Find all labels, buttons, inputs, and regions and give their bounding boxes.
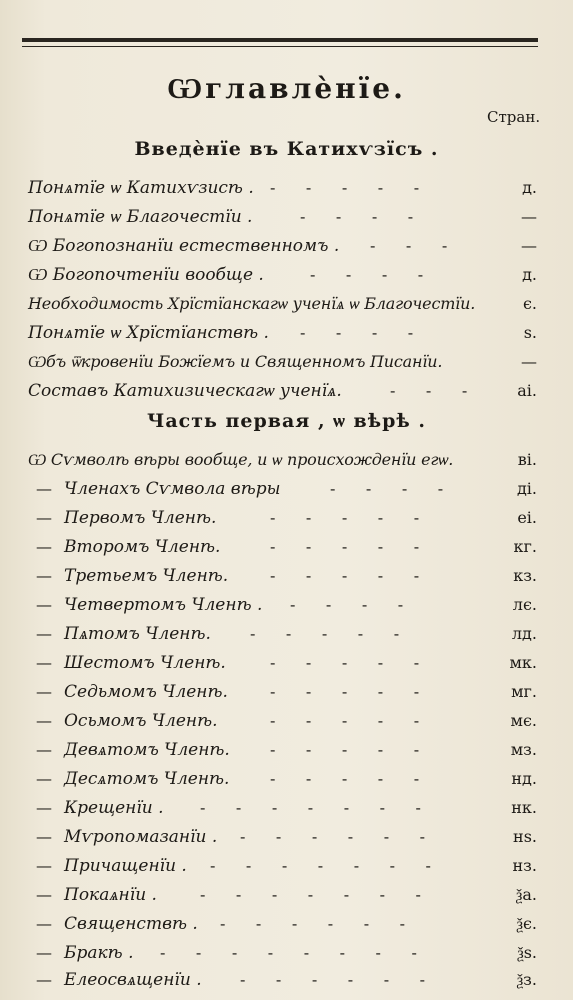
top-rule-thick — [22, 38, 538, 42]
toc-entry-label: Девѧтомъ Членѣ. — [64, 740, 230, 760]
leading-dash: — — [36, 885, 52, 904]
toc-entry-page: мє. — [510, 711, 537, 730]
toc-entry-label: Крещенїи . — [64, 798, 164, 818]
leading-dash: — — [36, 537, 52, 556]
toc-entry-page: — — [521, 207, 537, 226]
toc-entry — [0, 352, 573, 378]
toc-entry — [0, 682, 573, 708]
leader-dots: - - - - — [300, 207, 414, 226]
leader-dots: - - - - - - - — [210, 856, 431, 875]
toc-entry-label: Третьемъ Членѣ. — [64, 566, 229, 586]
toc-entry-page: нд. — [511, 769, 537, 788]
toc-entry-page: нѕ. — [513, 827, 537, 846]
leading-dash: — — [36, 508, 52, 527]
toc-entry-page: ѯѕ. — [517, 943, 537, 962]
leader-dots: - - - - — [330, 479, 444, 498]
section-heading-part1: Часть первая , ѡ вѣрѣ . — [147, 410, 426, 432]
toc-entry-label: Бракѣ . — [64, 943, 134, 963]
leader-dots: - - - - - — [270, 711, 420, 730]
toc-entry — [0, 970, 573, 996]
leader-dots: - - - - - - — [220, 914, 406, 933]
toc-entry-label: Ѡ Сѵмволѣ вѣры вообще, и ѡ происхожденїи егѡ. — [28, 450, 454, 469]
toc-entry-page: еі. — [517, 508, 537, 527]
toc-entry-page: кз. — [513, 566, 537, 585]
toc-entry — [0, 178, 573, 204]
toc-entry-page: аі. — [517, 381, 537, 400]
toc-entry — [0, 798, 573, 824]
toc-entry-label: Елеосвѧщенїи . — [64, 970, 202, 990]
toc-entry-label: Священствѣ . — [64, 914, 198, 934]
toc-entry-page: д. — [522, 178, 537, 197]
leading-dash: — — [36, 970, 52, 989]
toc-entry-page: лд. — [511, 624, 537, 643]
toc-entry — [0, 508, 573, 534]
toc-entry — [0, 265, 573, 291]
toc-entry — [0, 479, 573, 505]
toc-entry-label: Мѵропомазанїи . — [64, 827, 218, 847]
page-title: Ѡглавлѐнїе. — [167, 72, 406, 105]
leading-dash: — — [36, 682, 52, 701]
leading-dash: — — [36, 914, 52, 933]
toc-entry-label: Второмъ Членѣ. — [64, 537, 221, 557]
page-column-header: Стран. — [487, 108, 541, 126]
leader-dots: - - - - — [310, 265, 424, 284]
toc-entry-label: Необходимость Хрїстїанскагѡ ученїѧ ѡ Благочестїи. — [28, 294, 476, 313]
toc-entry-label: Составъ Катихизическагѡ ученїѧ. — [28, 381, 342, 401]
leader-dots: - - - - — [290, 595, 404, 614]
toc-entry-page: мг. — [511, 682, 537, 701]
leading-dash: — — [36, 479, 52, 498]
toc-entry-label: Осьмомъ Членѣ. — [64, 711, 218, 731]
leading-dash: — — [36, 769, 52, 788]
leader-dots: - - - - - — [270, 537, 420, 556]
leader-dots: - - - - - - - — [200, 885, 421, 904]
leader-dots: - - - — [370, 236, 448, 255]
toc-entry — [0, 624, 573, 650]
toc-entry-page: ѯз. — [516, 970, 537, 989]
leader-dots: - - - - - — [250, 624, 400, 643]
toc-entry — [0, 294, 573, 320]
leading-dash: — — [36, 943, 52, 962]
toc-entry — [0, 885, 573, 911]
toc-entry-label: Понѧтїе ѡ Благочестїи . — [28, 207, 253, 227]
leader-dots: - - - - - — [270, 508, 420, 527]
toc-entry-label: Первомъ Членѣ. — [64, 508, 217, 528]
leading-dash: — — [36, 566, 52, 585]
toc-entry-page: — — [521, 352, 537, 371]
toc-entry-page: нк. — [511, 798, 537, 817]
toc-entry-page: ѯє. — [516, 914, 537, 933]
toc-entry-label: Ѡ Богопочтенїи вообще . — [28, 265, 264, 285]
toc-entry-label: Седьмомъ Членѣ. — [64, 682, 228, 702]
toc-entry-page: — — [521, 236, 537, 255]
leader-dots: - - - — [390, 381, 468, 400]
toc-entry-label: Членахъ Сѵмвола вѣры — [64, 479, 281, 499]
toc-entry — [0, 740, 573, 766]
leader-dots: - - - - - — [270, 682, 420, 701]
toc-entry — [0, 566, 573, 592]
leader-dots: - - - - - - - - — [160, 943, 417, 962]
leading-dash: — — [36, 653, 52, 672]
toc-entry-page: нз. — [512, 856, 537, 875]
toc-entry-label: Шестомъ Членѣ. — [64, 653, 226, 673]
top-rule-thin — [22, 46, 538, 47]
toc-entry-label: Понѧтїе ѡ Катихѵзисѣ . — [28, 178, 254, 198]
toc-entry-page: ві. — [517, 450, 537, 469]
leader-dots: - - - - - - - — [200, 798, 421, 817]
toc-entry-page: є. — [522, 294, 537, 313]
toc-entry — [0, 711, 573, 737]
toc-entry — [0, 537, 573, 563]
toc-entry-label: Четвертомъ Членѣ . — [64, 595, 263, 615]
leading-dash: — — [36, 711, 52, 730]
toc-entry-page: мк. — [509, 653, 537, 672]
toc-entry-page: кг. — [513, 537, 537, 556]
toc-entry — [0, 769, 573, 795]
leading-dash: — — [36, 856, 52, 875]
toc-entry-page: лє. — [512, 595, 537, 614]
toc-entry — [0, 450, 573, 476]
toc-entry — [0, 323, 573, 349]
toc-entry-label: Десѧтомъ Членѣ. — [64, 769, 230, 789]
leading-dash: — — [36, 827, 52, 846]
leader-dots: - - - - - — [270, 566, 420, 585]
toc-entry-label: Ѡбъ ѿкровенїи Божїемъ и Священномъ Писанїи. — [28, 352, 443, 371]
toc-entry — [0, 914, 573, 940]
leader-dots: - - - - - — [270, 178, 420, 197]
toc-entry-page: ді. — [516, 479, 537, 498]
leader-dots: - - - - - — [270, 769, 420, 788]
section-heading-intro: Введѐнїе въ Катихѵзїсъ . — [134, 138, 439, 160]
toc-entry — [0, 827, 573, 853]
leading-dash: — — [36, 798, 52, 817]
toc-entry — [0, 943, 573, 969]
toc-entry — [0, 236, 573, 262]
toc-entry-label: Понѧтїе ѡ Хрїстїанствѣ . — [28, 323, 269, 343]
leader-dots: - - - - - — [270, 740, 420, 759]
leader-dots: - - - - - - — [240, 970, 426, 989]
toc-entry — [0, 595, 573, 621]
leading-dash: — — [36, 740, 52, 759]
toc-entry-page: мз. — [510, 740, 537, 759]
toc-entry-label: Причащенїи . — [64, 856, 187, 876]
leader-dots: - - - - - — [270, 653, 420, 672]
toc-entry-page: ѕ. — [523, 323, 537, 342]
leader-dots: - - - - — [300, 323, 414, 342]
toc-entry — [0, 207, 573, 233]
toc-entry-label: Ѡ Богопознанїи естественномъ . — [28, 236, 340, 256]
leading-dash: — — [36, 595, 52, 614]
toc-entry — [0, 653, 573, 679]
toc-entry — [0, 856, 573, 882]
toc-entry-label: Пѧтомъ Членѣ. — [64, 624, 211, 644]
toc-entry — [0, 381, 573, 407]
leading-dash: — — [36, 624, 52, 643]
toc-entry-page: ѯа. — [516, 885, 537, 904]
toc-entry-label: Покаѧнїи . — [64, 885, 157, 905]
toc-entry-page: д. — [522, 265, 537, 284]
leader-dots: - - - - - - — [240, 827, 426, 846]
